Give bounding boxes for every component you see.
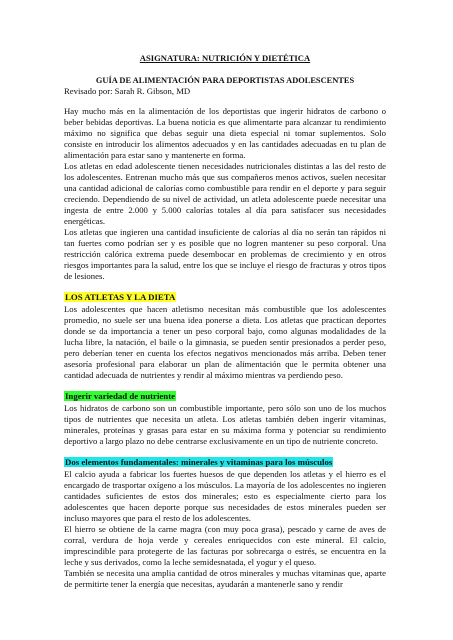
reviewer-line: Revisado por: Sarah R. Gibson, MD	[64, 86, 191, 96]
section-2-paragraph-1: Los hidratos de carbono son un combustible importante, pero sólo son uno de los muchos tipos de nutrientes que necesita un atleta. Los atletas también deben ingerir vitaminas, minerales, proteínas y grasas para estar en su máxima forma y potenciar su rendimiento deportivo a largo plazo no debe centrarse exclusivamente en un tipo de nutriente concreto.	[64, 403, 386, 446]
document-body	[64, 53, 386, 590]
section-heading-atletas-dieta-text: LOS ATLETAS Y LA DIETA	[65, 292, 176, 302]
section-heading-variedad-nutriente-text: Ingerir variedad de nutriente	[65, 391, 176, 401]
section-3-paragraph-1: El calcio ayuda a fabricar los fuertes huesos de que dependen los atletas y el hierro es el encargado de trasportar oxígeno a los músculos. La mayoría de los adolescentes no ingieren cantidades suficientes de estos dos minerales; esto es especialmente cierto para los adolescentes que hacen deporte porque sus necesidades de estos minerales pueden ser incluso mayores que para el resto de los adolescentes.	[64, 469, 386, 523]
section-heading-minerales-vitaminas-text: Dos elementos fundamentales: minerales y vitaminas para los músculos	[65, 457, 333, 467]
section-1-paragraph-1: Los adolescentes que hacen atletismo necesitan más combustible que los adolescentes promedio, no suele ser una buena idea ponerse a dieta. Los atletas que practican deportes donde se da importancia a tener un peso corporal bajo, como algunas modalidades de la lucha libre, la natación, el baile o la gimnasia, se pueden sentir presionados a perder peso, pero deberían tener en cuenta los efectos negativos mencionados más arriba. Deben tener asesoría profesional para elaborar un plan de alimentación que le permita obtener una cantidad adecuada de nutrientes y rendir al máximo mientras va perdiendo peso.	[64, 304, 386, 380]
intro-paragraph-1: Hay mucho más en la alimentación de los deportistas que ingerir hidratos de carbono o beber bebidas deportivas. La buena noticia es que alimentarte para alcanzar tu rendimiento máximo no significa que debas seguir una dieta especial ni tomar suplementos. Solo consiste en introducir los alimentos adecuados y en las cantidades adecuadas en tu plan de alimentación para estar sano y mantenerte en forma.	[64, 106, 386, 160]
guide-title: GUÍA DE ALIMENTACIÓN PARA DEPORTISTAS ADOLESCENTES	[95, 76, 355, 85]
section-heading-atletas-dieta	[64, 292, 386, 303]
section-heading-minerales-vitaminas	[64, 457, 386, 468]
section-heading-variedad-nutriente	[64, 391, 386, 402]
subject-heading	[64, 53, 386, 64]
intro-paragraph-2: Los atletas en edad adolescente tienen necesidades nutricionales distintas a las del resto de los adolescentes. Entrenan mucho más que sus compañeros menos activos, suelen necesitar una cantidad adicional de calorías como combustible para rendir en el deporte y para seguir creciendo. Dependiendo de su nivel de actividad, un atleta adolescente puede necesitar una ingesta de entre 2.000 y 5.000 calorías totales al día para satisfacer sus necesidades energéticas.	[64, 161, 386, 226]
intro-paragraph-3: Los atletas que ingieren una cantidad insuficiente de calorías al día no serán tan rápidos ni tan fuertes como podrían ser y es posible que no logren mantener su peso corporal. Una restricción calórica extrema puede desembocar en problemas de crecimiento y en otros riesgos importantes para la salud, entre los que se incluye el riesgo de fracturas y otros tipos de lesiones.	[64, 227, 386, 281]
section-3-paragraph-3: También se necesita una amplia cantidad de otros minerales y muchas vitaminas que, aparte de permitirte tener la energía que necesitas, ayudarán a mantenerle sano y rendir	[64, 568, 386, 589]
subject-text: ASIGNATURA: NUTRICIÓN Y DIETÉTICA	[139, 53, 311, 63]
section-3-paragraph-2: El hierro se obtiene de la carne magra (con muy poca grasa), pescado y carne de aves de corral, verdura de hoja verde y cereales enriquecidos con este mineral. El calcio, imprescindible para protegerte de las facturas por sobrecarga o estrés, se encuentra en la leche y sus derivados, como la leche semidesnatada, el yogur y el queso.	[64, 524, 386, 567]
